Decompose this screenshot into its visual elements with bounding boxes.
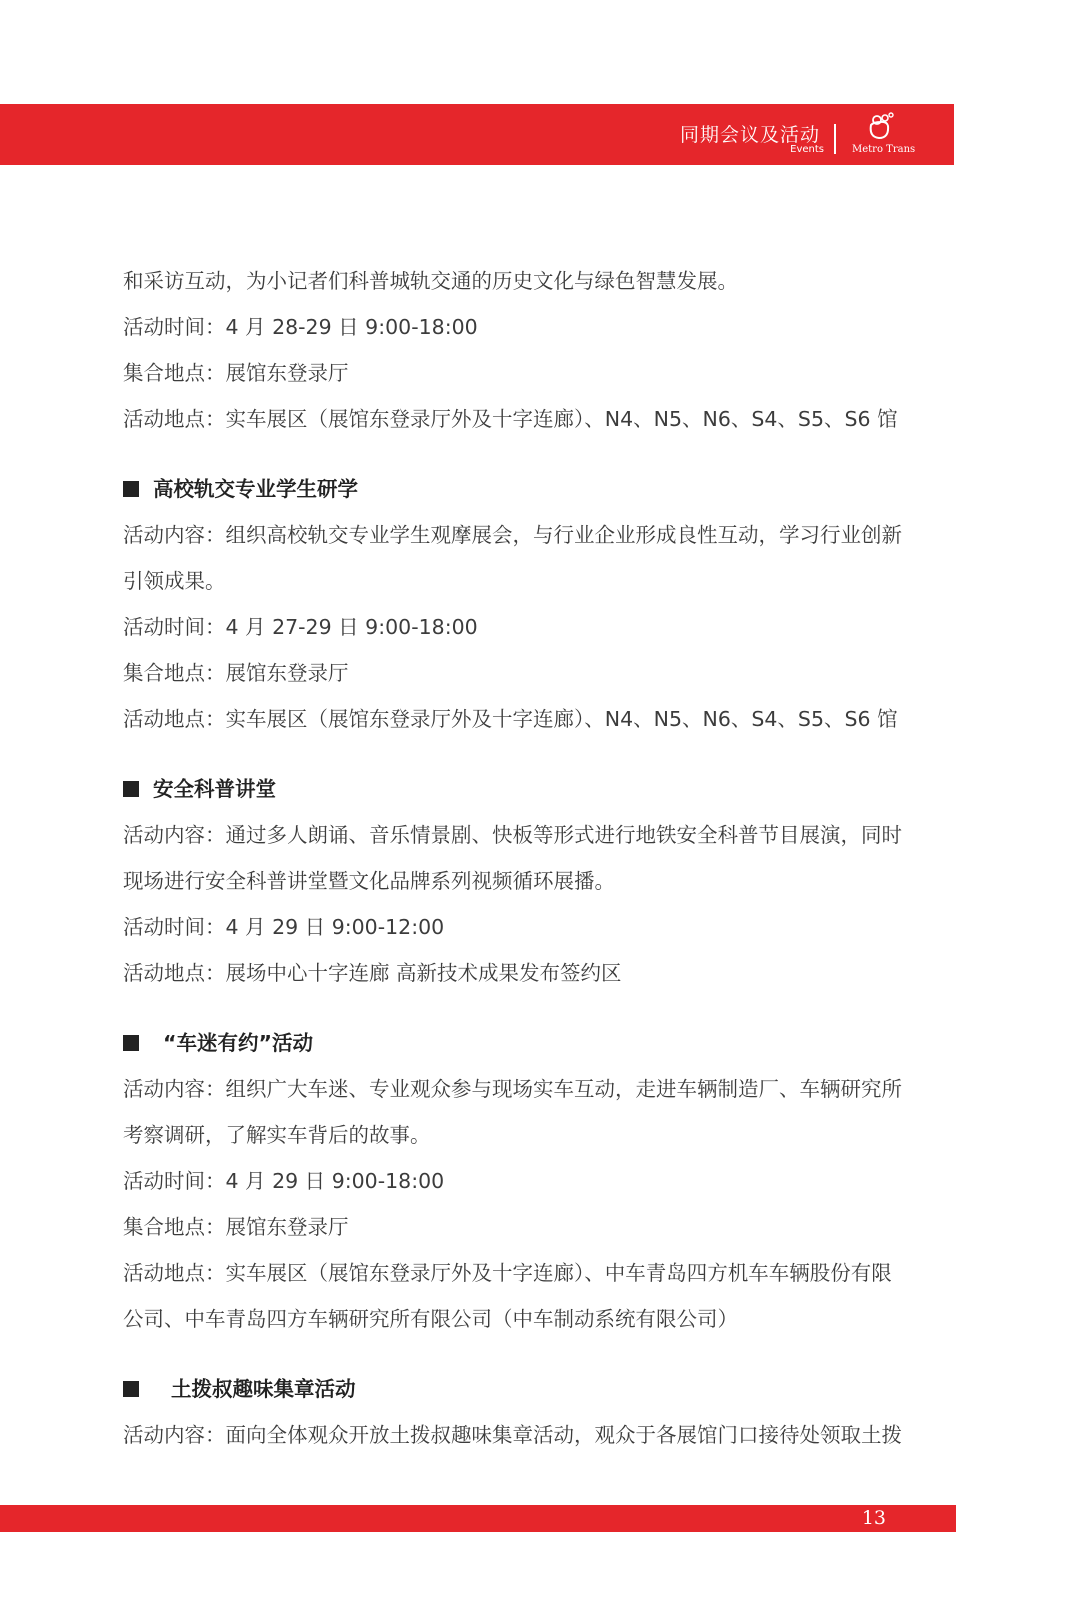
- section-title: [123, 466, 963, 512]
- section-line: 活动内容：组织广大车迷、专业观众参与现场实车互动，走进车辆制造厂、车辆研究所: [123, 1077, 902, 1101]
- header-title: 同期会议及活动: [679, 124, 820, 146]
- square-bullet-icon: [123, 1035, 139, 1051]
- page-content: [123, 258, 963, 1458]
- square-bullet-icon: [123, 1381, 139, 1397]
- square-bullet-icon: [123, 781, 139, 797]
- section-title-text: 高校轨交专业学生研学: [153, 477, 358, 501]
- section-line: 活动时间：4 月 29 日 9:00-18:00: [123, 1169, 445, 1193]
- header-subtitle: Events: [790, 144, 824, 155]
- section-line: 现场进行安全科普讲堂暨文化品牌系列视频循环展播。: [123, 869, 615, 893]
- section-line: 引领成果。: [123, 569, 226, 593]
- section-train-fans: [123, 1020, 963, 1342]
- section-title-text: 土拨叔趣味集章活动: [171, 1377, 356, 1401]
- square-bullet-icon: [123, 481, 139, 497]
- section-line: 活动地点：实车展区（展馆东登录厅外及十字连廊）、中车青岛四方机车车辆股份有限: [123, 1261, 892, 1285]
- section-title: [123, 1366, 963, 1412]
- section-line: 活动内容：组织高校轨交专业学生观摩展会，与行业企业形成良性互动，学习行业创新: [123, 523, 902, 547]
- section-title-text: 安全科普讲堂: [153, 777, 276, 801]
- intro-location: 活动地点：实车展区（展馆东登录厅外及十字连廊）、N4、N5、N6、S4、S5、S6 馆: [123, 407, 898, 431]
- page-number: 13: [861, 1507, 886, 1529]
- section-line: 活动时间：4 月 27-29 日 9:00-18:00: [123, 615, 478, 639]
- intro-time: 活动时间：4 月 28-29 日 9:00-18:00: [123, 315, 478, 339]
- metro-trans-logo-icon: [865, 112, 895, 142]
- section-line: 活动时间：4 月 29 日 9:00-12:00: [123, 915, 445, 939]
- section-line: 活动地点：展场中心十字连廊 高新技术成果发布签约区: [123, 961, 622, 985]
- section-title: [123, 1020, 963, 1066]
- section-stamp-collecting: [123, 1366, 963, 1458]
- intro-block: [123, 258, 963, 442]
- header-bar: [0, 104, 954, 165]
- section-line: 集合地点：展馆东登录厅: [123, 1215, 349, 1239]
- section-safety-lecture: [123, 766, 963, 996]
- header-divider: [834, 124, 836, 154]
- section-line: 活动地点：实车展区（展馆东登录厅外及十字连廊）、N4、N5、N6、S4、S5、S6 馆: [123, 707, 898, 731]
- intro-meeting-point: 集合地点：展馆东登录厅: [123, 361, 349, 385]
- section-line: 考察调研，了解实车背后的故事。: [123, 1123, 431, 1147]
- section-title-text: “车迷有约”活动: [163, 1031, 313, 1055]
- section-line: 活动内容：通过多人朗诵、音乐情景剧、快板等形式进行地铁安全科普节目展演，同时: [123, 823, 902, 847]
- section-line: 公司、中车青岛四方车辆研究所有限公司（中车制动系统有限公司）: [123, 1307, 738, 1331]
- section-title: [123, 766, 963, 812]
- section-line: 活动内容：面向全体观众开放土拨叔趣味集章活动，观众于各展馆门口接待处领取土拨: [123, 1423, 902, 1447]
- intro-line: 和采访互动，为小记者们科普城轨交通的历史文化与绿色智慧发展。: [123, 269, 738, 293]
- footer-bar: [0, 1505, 956, 1532]
- section-student-study: [123, 466, 963, 742]
- section-line: 集合地点：展馆东登录厅: [123, 661, 349, 685]
- logo-text: Metro Trans: [852, 144, 916, 155]
